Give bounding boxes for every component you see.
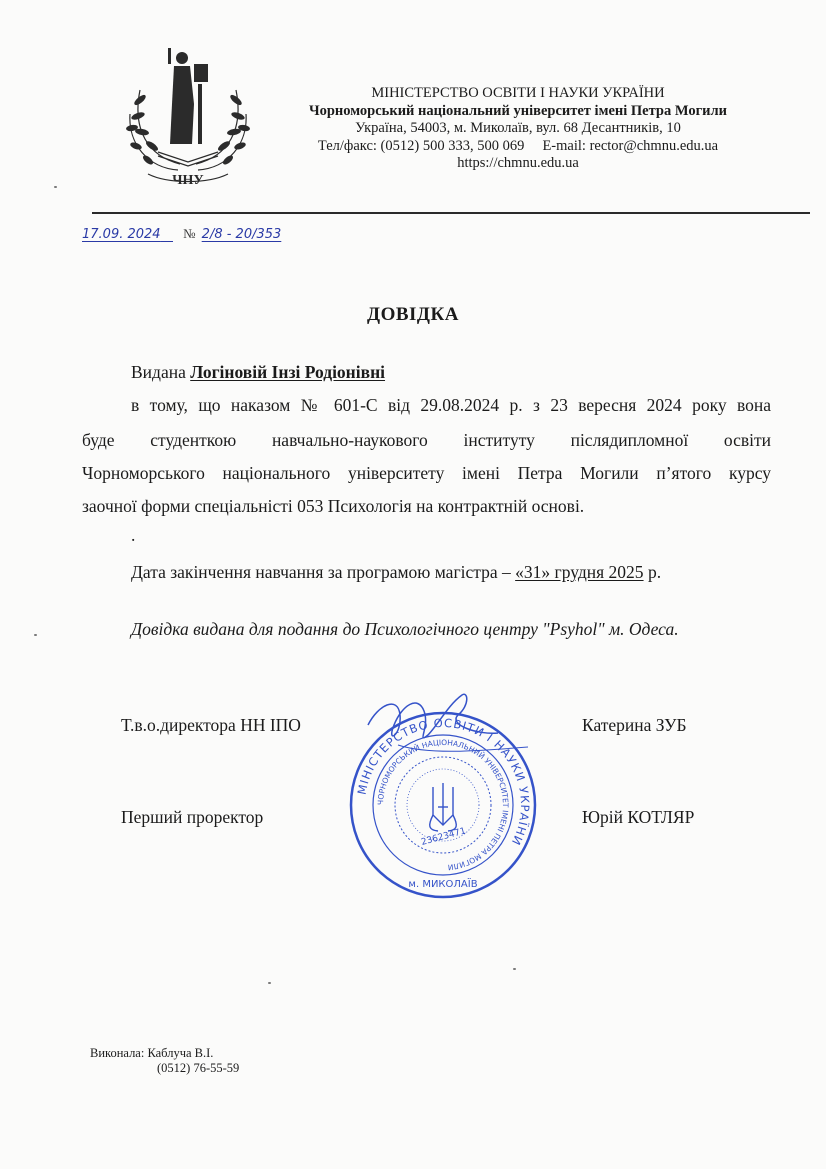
signatory-position-1: Т.в.о.директора НН ІПО <box>121 715 301 735</box>
stamp-city: м. МИКОЛАЇВ <box>408 879 478 890</box>
university-logo <box>118 44 258 192</box>
logo-caption: ЧНУ <box>172 173 204 188</box>
executor-phone: (0512) 76-55-59 <box>157 1061 240 1075</box>
registration-line <box>82 226 281 242</box>
number-sign: № <box>183 226 196 241</box>
contacts-line <box>268 138 768 156</box>
stray-dot: . <box>131 525 136 545</box>
executor-label: Виконала: Каблуча В.І. <box>90 1046 214 1060</box>
scan-speck <box>34 634 37 636</box>
paragraph-line-1: в тому, що наказом № 601-С від 29.08.2024 р. з 23 вересня 2024 року вона <box>131 395 771 415</box>
executor-block <box>90 1046 239 1076</box>
letterhead-text <box>268 85 768 173</box>
ministry-name: МІНІСТЕРСТВО ОСВІТИ І НАУКИ УКРАЇНИ <box>371 85 665 101</box>
paragraph-line-3: Чорноморського національного університету імені Петра Могили п’ятого курсу <box>82 463 771 483</box>
website[interactable]: https://chmnu.edu.ua <box>457 155 579 171</box>
signatory-position-2: Перший проректор <box>121 807 264 827</box>
stamp-outer-text: МІНІСТЕРСТВО ОСВІТИ І НАУКИ УКРАЇНИ <box>354 715 533 849</box>
issued-prefix: Видана <box>131 362 186 382</box>
purpose-line: Довідка видана для подання до Психологічного центру "Psyhol" м. Одеса. <box>131 619 679 639</box>
document-title: ДОВІДКА <box>367 304 459 325</box>
end-date-line <box>131 562 661 582</box>
email: E-mail: rector@chmnu.edu.ua <box>542 137 719 154</box>
end-date-prefix: Дата закінчення навчання за програмою магістра – <box>131 562 511 582</box>
recipient-name: Логіновій Інзі Родіонівні <box>190 362 386 382</box>
signatory-name-1: Катерина ЗУБ <box>582 715 687 735</box>
registration-date: 17.09. 2024 <box>82 227 161 242</box>
header-divider <box>92 212 810 214</box>
end-date-value: «31» грудня 2025 <box>515 562 644 582</box>
signatory-name-2: Юрій КОТЛЯР <box>582 807 695 827</box>
issued-to-line <box>131 362 385 382</box>
paragraph-line-4: заочної форми спеціальністі 053 Психологія на контрактній основі. <box>82 496 585 516</box>
registration-number: 2/8 - 20/353 <box>201 227 282 242</box>
stamp-seal-icon <box>338 675 548 905</box>
scan-speck <box>54 186 57 188</box>
phone-fax: Тел/факс: (0512) 500 333, 500 069 <box>317 137 525 154</box>
stamp-code: 23623471 <box>420 826 468 848</box>
university-emblem-icon <box>118 44 258 192</box>
end-date-suffix: р. <box>647 562 662 582</box>
paragraph-line-2: буде студенткою навчально-наукового інституту післядипломної освіти <box>82 430 771 450</box>
trident-icon <box>430 783 457 831</box>
scan-speck <box>268 982 271 984</box>
official-stamp <box>338 675 548 905</box>
scan-speck <box>513 968 516 970</box>
university-name: Чорноморський національний університет імені Петра Могили <box>308 102 728 119</box>
university-address: Україна, 54003, м. Миколаїв, вул. 68 Десантників, 10 <box>355 120 681 136</box>
stamp-inner-text: ЧОРНОМОРСЬКИЙ НАЦІОНАЛЬНИЙ УНІВЕРСИТЕТ ІМЕНІ ПЕТРА МОГИЛИ <box>375 737 511 872</box>
